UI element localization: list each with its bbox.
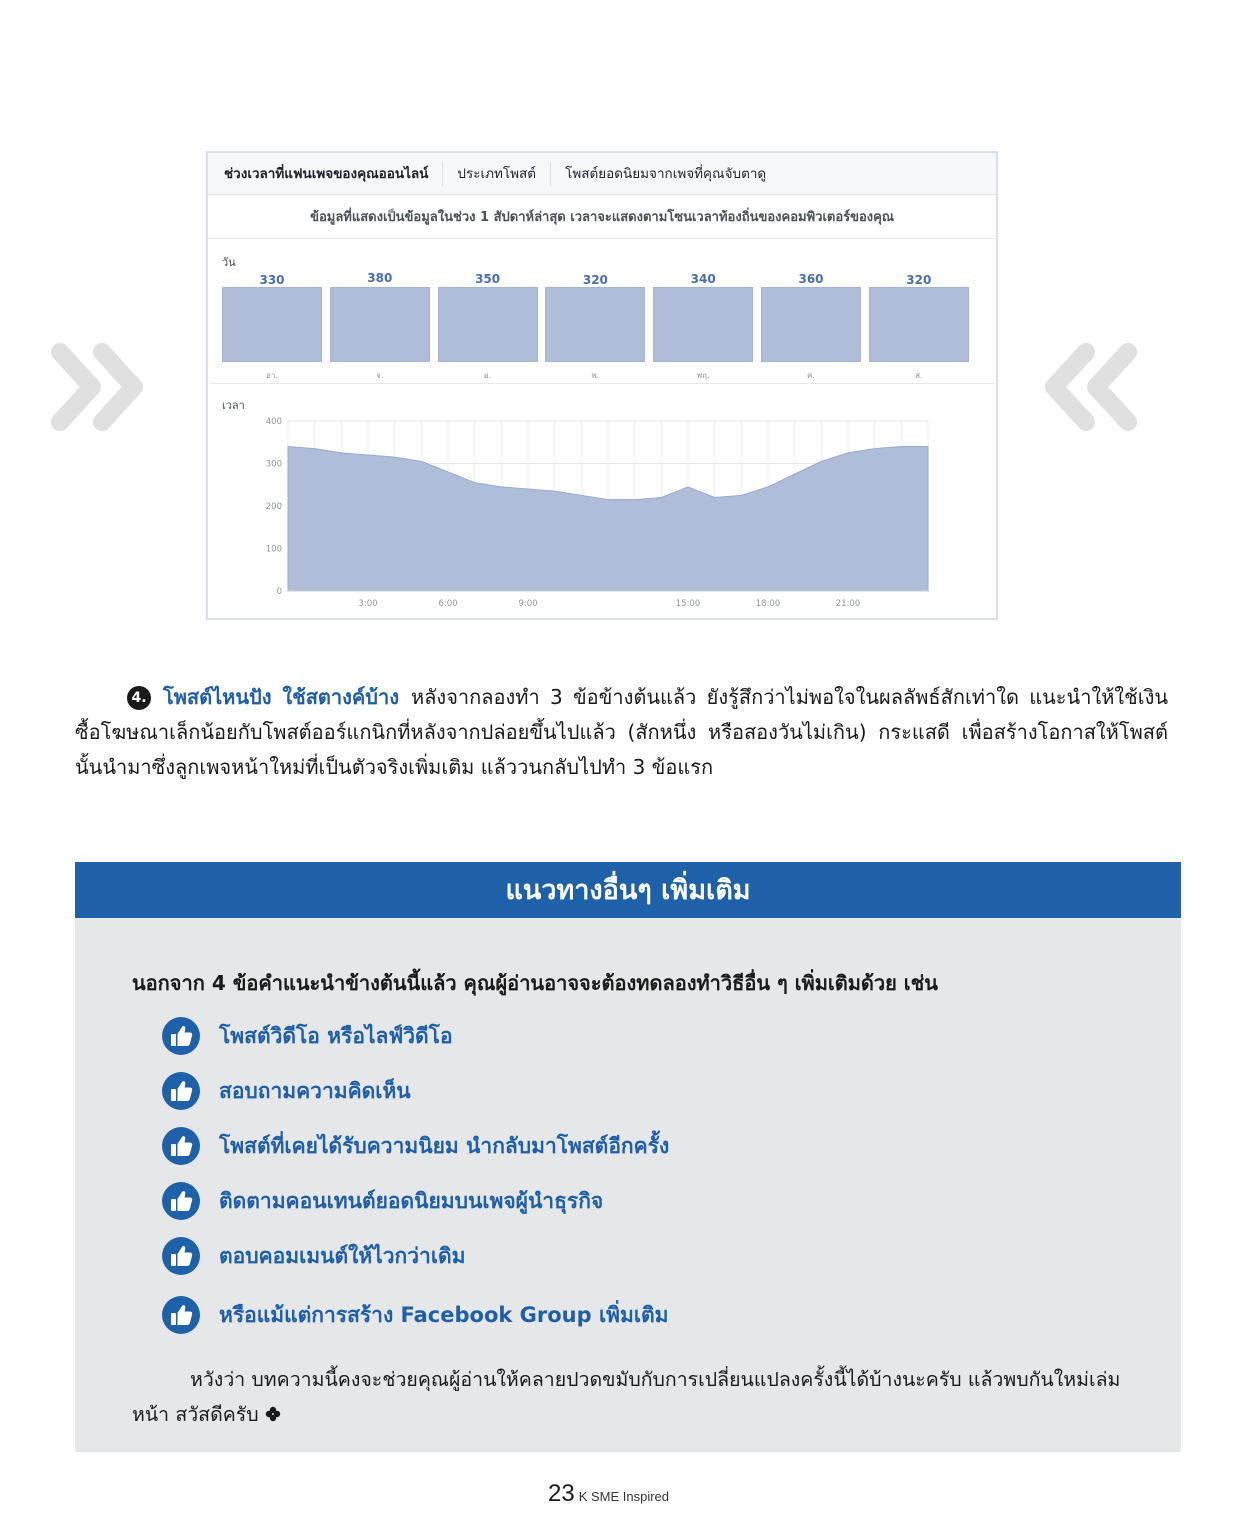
x-tick-label: 18:00 xyxy=(755,599,781,609)
day-bar-value: 330 xyxy=(259,272,285,287)
time-section-label: เวลา xyxy=(222,399,245,412)
tip-list-item xyxy=(161,1180,603,1222)
tip-four-heading: โพสต์ไหนปัง ใช้สตางค์บ้าง xyxy=(163,685,399,709)
page-footer xyxy=(548,1480,669,1508)
more-tips-box xyxy=(75,862,1181,1452)
tab-post-types[interactable]: ประเภทโพสต์ xyxy=(443,162,551,186)
tip-list-item xyxy=(161,1235,466,1277)
y-tick-label: 300 xyxy=(265,459,282,470)
day-bar xyxy=(869,287,969,362)
day-bar-column xyxy=(653,265,753,380)
day-bar-label: ศ. xyxy=(807,371,815,380)
day-bar-column xyxy=(222,265,322,380)
page-number: 23 xyxy=(548,1480,575,1507)
x-tick-label: 15:00 xyxy=(675,599,701,609)
day-bar-column xyxy=(761,265,861,380)
day-bar xyxy=(761,287,861,362)
more-tips-intro: นอกจาก 4 ข้อคำแนะนำข้างต้นนี้แล้ว คุณผู้อ่านอาจจะต้องทดลองทำวิธีอื่น ๆ เพิ่มเติมด้วย เช่น xyxy=(132,971,938,995)
insights-panel xyxy=(206,151,998,620)
day-bar-value: 340 xyxy=(690,272,716,287)
insights-tabs xyxy=(208,153,996,195)
y-tick-label: 400 xyxy=(265,417,282,427)
day-bar-column xyxy=(869,265,969,380)
tip-item-text: โพสต์ที่เคยได้รับความนิยม นำกลับมาโพสต์อีกครั้ง xyxy=(219,1133,670,1158)
closing-text: หวังว่า บทความนี้คงจะช่วยคุณผู้อ่านให้คลายปวดขมับกับการเปลี่ยนแปลงครั้งนี้ได้บ้างนะครับ แล้วพบกันใหม่เล่มหน้า สวัสดีครับ xyxy=(132,1368,1121,1426)
x-tick-label: 3:00 xyxy=(358,599,378,609)
number-badge: 4. xyxy=(127,686,151,710)
tip-item-text: ตอบคอมเมนต์ให้ไวกว่าเดิม xyxy=(219,1243,466,1268)
thumbs-up-icon xyxy=(161,1016,201,1056)
day-bar-label: อา. xyxy=(266,371,278,380)
tip-list-item xyxy=(161,1015,453,1057)
magazine-name: K SME Inspired xyxy=(578,1489,670,1504)
tab-top-posts-watched[interactable]: โพสต์ยอดนิยมจากเพจที่คุณจับตาดู xyxy=(565,165,767,182)
thumbs-up-icon xyxy=(161,1181,201,1221)
day-bar-column xyxy=(438,265,538,380)
tip-item-text: สอบถามความคิดเห็น xyxy=(219,1078,411,1103)
thumbs-up-icon xyxy=(161,1071,201,1111)
double-chevron-right-icon xyxy=(50,340,150,435)
y-tick-label: 100 xyxy=(265,544,282,555)
y-tick-label: 0 xyxy=(276,587,282,597)
day-bar-value: 380 xyxy=(367,271,393,285)
day-bar xyxy=(438,287,538,362)
day-bar xyxy=(330,287,430,362)
section-divider xyxy=(210,383,994,384)
tip-item-text: หรือแม้แต่การสร้าง Facebook Group เพิ่มเติม xyxy=(219,1302,669,1327)
day-bar-value: 320 xyxy=(906,273,932,287)
tip-list-item xyxy=(161,1294,669,1336)
tab-fans-online[interactable]: ช่วงเวลาที่แฟนเพจของคุณออนไลน์ xyxy=(208,162,443,186)
closing-paragraph xyxy=(132,1362,1135,1432)
time-area-chart xyxy=(208,411,996,619)
day-bar-label: อ. xyxy=(483,371,492,380)
tip-four-text: หลังจากลองทำ 3 ข้อข้างต้นแล้ว ยังรู้สึกว่าไม่พอใจในผลลัพธ์สักเท่าใด แนะนำให้ใช้เงินซื้อโฆษณาเล็กน้อยกับโพสต์ออร์แกนิกที่หลังจากปล่อยขึ้นไปแล้ว (สักหนึ่ง หรือสองวันไม่เกิน) กระแสดี เพื่อสร้างโอกาสให้โพสต์นั้นนำมาซึ่งลูกเพจหน้าใหม่ที่เป็นตัวจริงเพิ่มเติม แล้ววนกลับไปทำ 3 ข้อแรก xyxy=(75,685,1168,779)
data-range-notice: ข้อมูลที่แสดงเป็นข้อมูลในช่วง 1 สัปดาห์ล่าสุด เวลาจะแสดงตามโซนเวลาท้องถิ่นของคอมพิวเตอร์ของคุณ xyxy=(208,197,996,239)
x-tick-label: 6:00 xyxy=(438,599,458,609)
double-chevron-left-icon xyxy=(1038,340,1138,435)
thumbs-up-icon xyxy=(161,1295,201,1335)
thumbs-up-icon xyxy=(161,1236,201,1276)
day-bar-column xyxy=(330,265,430,380)
day-bar xyxy=(222,287,322,362)
day-bar-label: พ. xyxy=(591,371,600,380)
tip-item-text: ติดตามคอนเทนต์ยอดนิยมบนเพจผู้นำธุรกิจ xyxy=(219,1188,604,1213)
tip-four-paragraph xyxy=(75,680,1168,785)
day-bar-value: 350 xyxy=(475,272,501,286)
day-bar-label: ส. xyxy=(915,371,923,380)
x-tick-label: 9:00 xyxy=(518,599,538,609)
tip-list-item xyxy=(161,1070,411,1112)
more-tips-header: แนวทางอื่นๆ เพิ่มเติม xyxy=(75,862,1181,918)
day-bar xyxy=(653,287,753,362)
tip-list-item xyxy=(161,1125,669,1167)
x-tick-label: 21:00 xyxy=(835,599,861,609)
day-bar-column xyxy=(545,265,645,380)
thumbs-up-icon xyxy=(161,1126,201,1166)
tip-item-text: โพสต์วิดีโอ หรือไลฟ์วิดีโอ xyxy=(219,1023,453,1048)
day-bar-label: จ. xyxy=(376,371,384,380)
end-mark-icon xyxy=(265,1406,281,1422)
day-bar xyxy=(545,287,645,362)
day-bar-value: 320 xyxy=(582,273,608,287)
day-section-label: วัน xyxy=(222,256,236,269)
day-bar-value: 360 xyxy=(798,271,824,286)
day-bar-label: พฤ. xyxy=(696,371,710,380)
y-tick-label: 200 xyxy=(265,502,282,512)
